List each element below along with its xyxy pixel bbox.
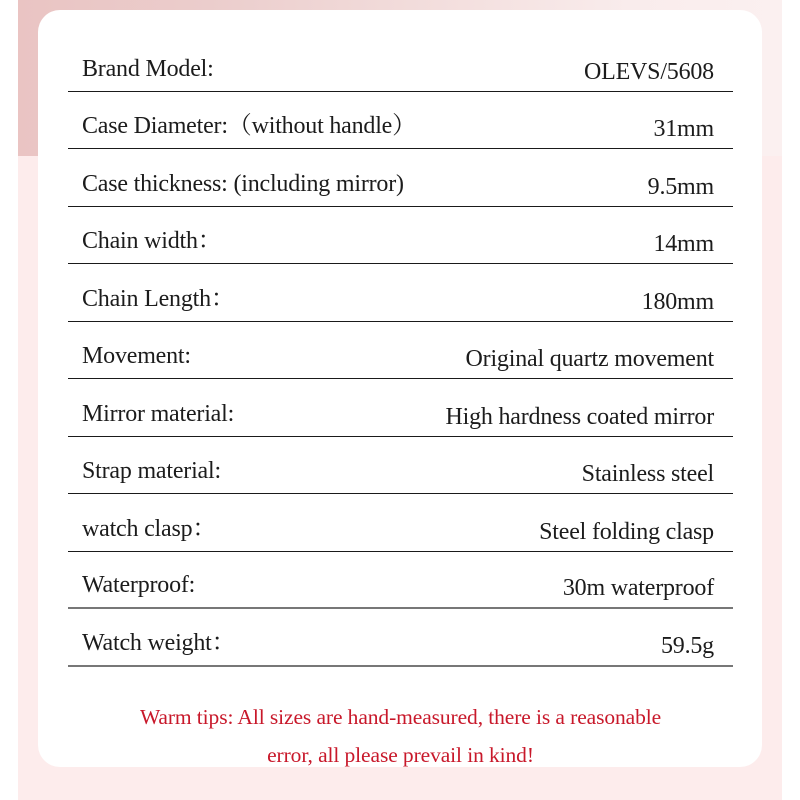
spec-value: Original quartz movement [465,346,714,372]
spec-label: Watch weight： [82,629,236,656]
spec-value: OLEVS/5608 [583,58,714,85]
spec-row-chain-width [68,207,733,265]
warm-tips-line-2: error, all please prevail in kind! [267,743,534,767]
spec-value: Stainless steel [581,461,714,487]
spec-row-mirror-material [68,379,733,437]
spec-row-watch-clasp [68,494,733,552]
spec-value: 180mm [641,288,714,315]
spec-list [68,34,733,667]
spec-row-case-diameter [68,92,733,150]
spec-value: Steel folding clasp [539,518,714,545]
spec-row-brand-model [68,34,733,92]
spec-label: Chain width： [82,228,222,254]
spec-row-watch-weight [68,609,733,667]
spec-label: Movement: [82,343,191,369]
spec-row-strap-material [68,437,733,495]
spec-row-case-thickness [68,149,733,207]
spec-label: Brand Model: [82,55,214,82]
spec-value: High hardness coated mirror [445,403,714,430]
spec-value: 14mm [653,231,714,257]
spec-row-chain-length [68,264,733,322]
warm-tips-line-1: Warm tips: All sizes are hand-measured, there is a reasonable [139,705,662,729]
spec-card [38,10,762,767]
spec-label: Case thickness: (including mirror) [82,170,404,197]
spec-row-movement [68,322,733,380]
spec-label: Mirror material: [82,400,235,427]
spec-label: watch clasp： [82,515,217,542]
spec-value: 30m waterproof [562,575,714,601]
spec-value: 9.5mm [647,173,714,200]
spec-label: Chain Length： [82,285,235,312]
spec-row-waterproof [68,552,733,610]
spec-value: 59.5g [660,632,714,659]
spec-label: Strap material: [82,458,221,484]
spec-label: Case Diameter:（without handle） [82,113,416,139]
spec-value: 31mm [653,116,714,142]
spec-label: Waterproof: [82,572,196,598]
warm-tips-note [68,698,733,774]
